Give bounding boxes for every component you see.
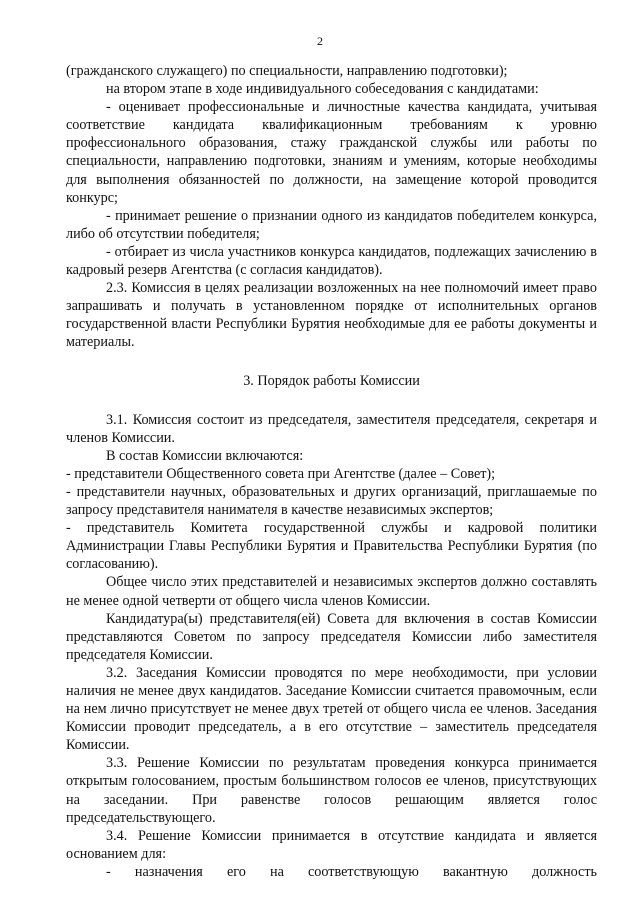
paragraph: Кандидатура(ы) представителя(ей) Совета для включения в состав Комиссии представляются Советом по запросу председателя Комиссии либо заместителя председателя Комиссии. — [66, 610, 597, 663]
paragraph: В состав Комиссии включаются: — [106, 447, 304, 464]
paragraph: 2.3. Комиссия в целях реализации возложенных на нее полномочий имеет право запрашивать и получать в установленном порядке от исполнительных органов государственной власти Республики Бурятия необходимые для ее работы документы и материалы. — [66, 280, 597, 351]
paragraph: 3.1. Комиссия состоит из председателя, заместителя председателя, секретаря и членов Комиссии. — [66, 411, 597, 446]
paragraph: 3.4. Решение Комиссии принимается в отсутствие кандидата и является основанием для: — [66, 827, 597, 862]
list-item: - представитель Комитета государственной службы и кадровой политики Администрации Главы Республики Бурятия и Правительства Республики Бурятия (по согласованию). — [66, 520, 597, 573]
list-item: - представители научных, образовательных и других организаций, приглашаемые по запросу представителя нанимателя в качестве независимых экспертов; — [66, 483, 597, 519]
paragraph: на втором этапе в ходе индивидуального собеседования с кандидатами: — [106, 81, 539, 98]
paragraph: 3.3. Решение Комиссии по результатам проведения конкурса принимается открытым голосованием, простым большинством голосов ее членов, присутствующих на заседании. При равенстве голосов решающим является голос председательствующего. — [66, 755, 597, 826]
page-number: 2 — [317, 34, 323, 48]
list-item: - принимает решение о признании одного из кандидатов победителем конкурса, либо об отсутствии победителя; — [66, 207, 597, 242]
document-body — [66, 62, 597, 881]
list-item: - представители Общественного совета при Агентстве (далее – Совет); — [66, 465, 496, 482]
paragraph: Общее число этих представителей и независимых экспертов должно составлять не менее одной четверти от общего числа членов Комиссии. — [66, 574, 597, 609]
list-item: - оценивает профессиональные и личностные качества кандидата, учитывая соответствие кандидата квалификационным требованиям к уровню профессионального образования, стажу гражданской службы или работы по специальности, направлению подготовки, знаниям и умениям, которые необходимы для выполнения обязанностей по должности, на замещение которой проводится конкурс; — [66, 99, 597, 206]
list-item: - отбирает из числа участников конкурса кандидатов, подлежащих зачислению в кадровый резерв Агентства (с согласия кандидатов). — [66, 243, 597, 279]
list-item: - назначения его на соответствующую вакантную должность — [106, 863, 597, 880]
section-heading: 3. Порядок работы Комиссии — [243, 372, 420, 389]
paragraph: 3.2. Заседания Комиссии проводятся по мере необходимости, при условии наличия не менее двух кандидатов. Заседание Комиссии считается правомочным, если на нем лично присутствует не менее двух третей от общего числа ее членов. Заседания Комиссии проводит председатель, а в его отсутствие – заместитель председателя Комиссии. — [66, 664, 597, 754]
paragraph: (гражданского служащего) по специальности, направлению подготовки); — [66, 63, 508, 79]
